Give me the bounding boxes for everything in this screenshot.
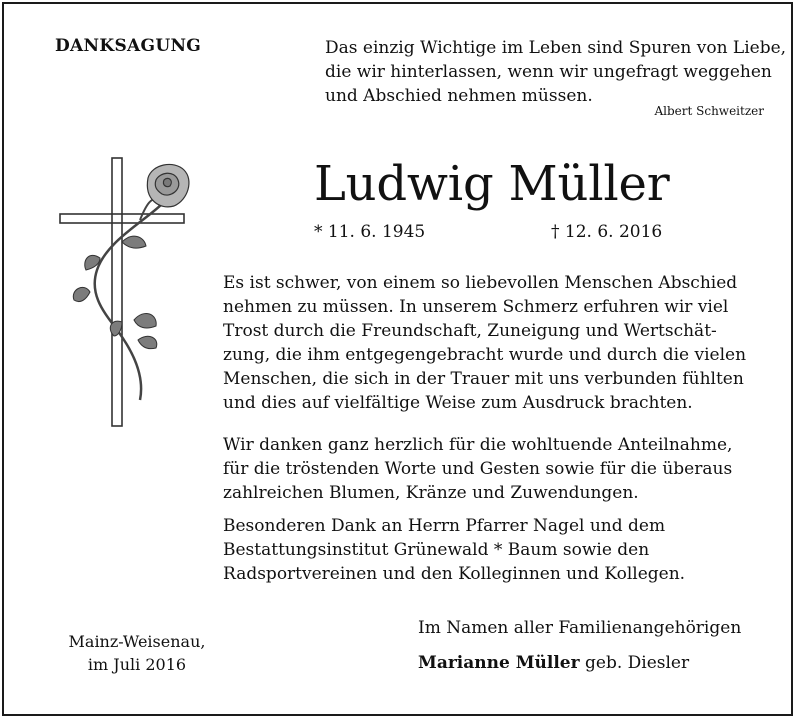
death-date: † 12. 6. 2016	[551, 222, 663, 242]
text-line: für die tröstenden Worte und Gesten sowie für die überaus	[223, 459, 733, 479]
notice-heading: DANKSAGUNG	[55, 36, 202, 56]
place-and-date	[62, 630, 212, 676]
text-line: zung, die ihm entgegengebracht wurde und durch die vielen	[223, 345, 747, 365]
place-line: Mainz-Weisenau,	[68, 632, 206, 651]
text-line: Menschen, die sich in der Trauer mit uns verbunden fühlten	[223, 369, 744, 389]
text-line: Trost durch die Freundschaft, Zuneigung und Wertschät-	[223, 321, 717, 341]
quote-line: und Abschied nehmen müssen.	[325, 86, 593, 106]
deceased-name: Ludwig Müller	[314, 156, 670, 212]
paragraph-condolence	[223, 271, 746, 415]
text-line: Besonderen Dank an Herrn Pfarrer Nagel und dem	[223, 516, 666, 536]
paragraph-special-thanks	[223, 514, 685, 586]
cross-with-rose-icon	[52, 150, 192, 430]
date-line: im Juli 2016	[87, 655, 187, 674]
quote-line: Das einzig Wichtige im Leben sind Spuren von Liebe,	[325, 38, 787, 58]
birth-date: * 11. 6. 1945	[314, 222, 426, 242]
text-line: Bestattungsinstitut Grünewald * Baum sowie den	[223, 540, 650, 560]
text-line: Wir danken ganz herzlich für die wohltuende Anteilnahme,	[223, 435, 733, 455]
text-line: Es ist schwer, von einem so liebevollen Menschen Abschied	[223, 273, 738, 293]
text-line: und dies auf vielfältige Weise zum Ausdruck brachten.	[223, 393, 693, 413]
text-line: nehmen zu müssen. In unserem Schmerz erfuhren wir viel	[223, 297, 729, 317]
epigraph-quote	[325, 36, 786, 108]
paragraph-thanks	[223, 433, 732, 505]
text-line: Radsportvereinen und den Kolleginnen und Kollegen.	[223, 564, 686, 584]
signature-intro: Im Namen aller Familienangehörigen	[418, 618, 742, 638]
quote-line: die wir hinterlassen, wenn wir ungefragt weggehen	[325, 62, 772, 82]
text-line: zahlreichen Blumen, Kränze und Zuwendungen.	[223, 483, 639, 503]
quote-author: Albert Schweitzer	[654, 104, 764, 118]
signatory-name: Marianne Müller	[418, 653, 580, 673]
signatory-maiden-name: geb. Diesler	[579, 653, 690, 673]
signature	[418, 653, 689, 673]
